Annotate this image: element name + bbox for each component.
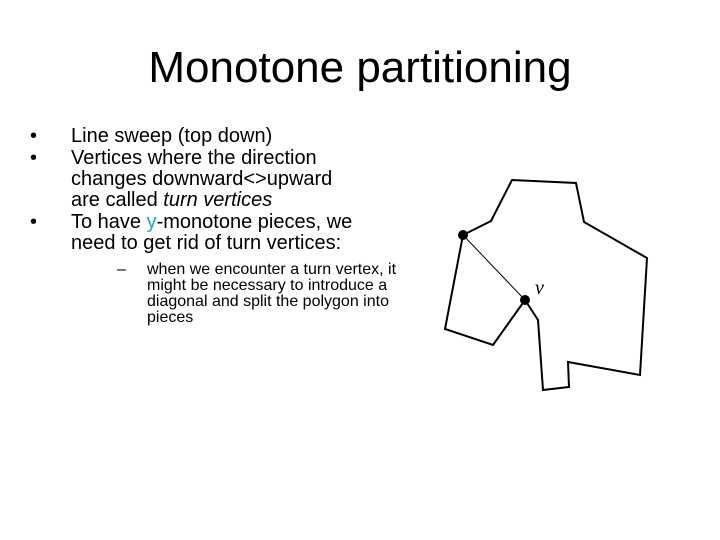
bullet-text: need to get rid of turn vertices: — [71, 232, 342, 254]
bullet-text-suffix: -monotone pieces, we — [156, 211, 353, 233]
bullet-text: changes downward<>upward — [71, 168, 333, 190]
bullet-marker: • — [30, 147, 38, 169]
upper-vertex-dot — [458, 230, 468, 240]
sub-bullet-marker: – — [117, 261, 126, 278]
polygon-outline — [445, 180, 647, 390]
bullet-text-prefix: To have — [71, 211, 147, 233]
bullet-text: Line sweep (top down) — [71, 125, 273, 147]
diagonal-line — [463, 235, 525, 300]
turn-vertices-term: turn vertices — [163, 189, 273, 211]
bullet-text: Vertices where the direction — [71, 147, 317, 169]
slide-title: Monotone partitioning — [148, 43, 572, 92]
y-variable: y — [146, 211, 157, 233]
sub-bullet-text: diagonal and split the polygon into — [147, 293, 389, 310]
bullet-text-prefix: are called — [71, 189, 164, 211]
turn-vertex-dot — [520, 295, 530, 305]
vertex-label: v — [535, 277, 544, 299]
sub-bullet-text: when we encounter a turn vertex, it — [147, 261, 397, 278]
sub-bullet-text: pieces — [147, 309, 194, 326]
sub-bullet-text: might be necessary to introduce a — [147, 277, 388, 294]
bullet-marker: • — [30, 211, 38, 233]
bullet-marker: • — [30, 125, 38, 147]
